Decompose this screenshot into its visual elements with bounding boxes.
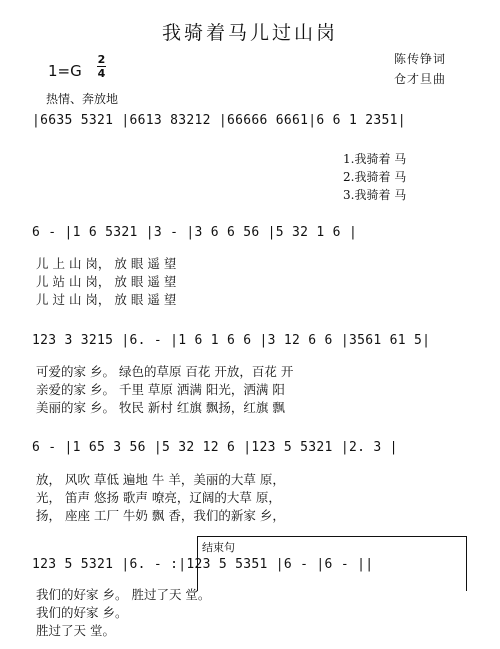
lyric-line-5-3: 胜过了天 堂。	[36, 623, 115, 638]
notation-line-1: |6635 5321 |6613 83212 |66666 6661|6 6 1 2351|	[32, 113, 406, 128]
lyric-line-2-2: 儿 站 山 岗， 放 眼 遥 望	[36, 274, 177, 289]
notation-line-5: 123 5 5321 |6. - :|123 5 5351 |6 - |6 - ||	[32, 557, 374, 572]
lyric-line-1-1: 1.我骑着 马	[343, 152, 407, 166]
lyric-line-3-3: 美丽的家 乡。 牧民 新村 红旗 飘扬，红旗 飘	[36, 400, 285, 415]
time-signature	[97, 54, 106, 79]
ending-label: 结束句	[202, 541, 235, 554]
meter-bottom: 4	[97, 67, 106, 80]
key-signature: 1=G	[48, 62, 82, 80]
meter-top: 2	[97, 53, 106, 66]
lyricist-credit: 陈传铮词	[393, 52, 446, 66]
lyric-line-2-1: 儿 上 山 岗， 放 眼 遥 望	[36, 256, 177, 271]
composer-credit: 仓才旦曲	[393, 72, 446, 86]
lyric-line-1-3: 3.我骑着 马	[343, 188, 407, 202]
tempo-marking: 热情、奔放地	[46, 92, 119, 106]
lyric-line-2-3: 儿 过 山 岗， 放 眼 遥 望	[36, 292, 177, 307]
lyric-line-5-2: 我们的好家 乡。	[36, 605, 128, 620]
lyric-line-3-1: 可爱的家 乡。 绿色的草原 百花 开放，百花 开	[36, 364, 294, 379]
song-title: 我骑着马儿过山岗	[161, 22, 338, 44]
notation-line-4: 6 - |1 65 3 56 |5 32 12 6 |123 5 5321 |2. 3 |	[32, 440, 398, 455]
lyric-line-4-2: 光， 笛声 悠扬 歌声 嘹亮，辽阔的大草 原，	[36, 490, 281, 505]
lyric-line-4-3: 扬， 座座 工厂 牛奶 飘 香，我们的新家 乡，	[36, 508, 285, 523]
lyric-line-4-1: 放， 风吹 草低 遍地 牛 羊，美丽的大草 原，	[36, 472, 285, 487]
notation-line-3: 123 3 3215 |6. - |1 6 1 6 6 |3 12 6 6 |3561 61 5|	[32, 333, 431, 348]
lyric-line-3-2: 亲爱的家 乡。 千里 草原 洒满 阳光，洒满 阳	[36, 382, 285, 397]
lyric-line-1-2: 2.我骑着 马	[343, 170, 407, 184]
notation-line-2: 6 - |1 6 5321 |3 - |3 6 6 56 |5 32 1 6 |	[32, 225, 358, 240]
lyric-line-5-1: 我们的好家 乡。 胜过了天 堂。	[36, 587, 211, 602]
